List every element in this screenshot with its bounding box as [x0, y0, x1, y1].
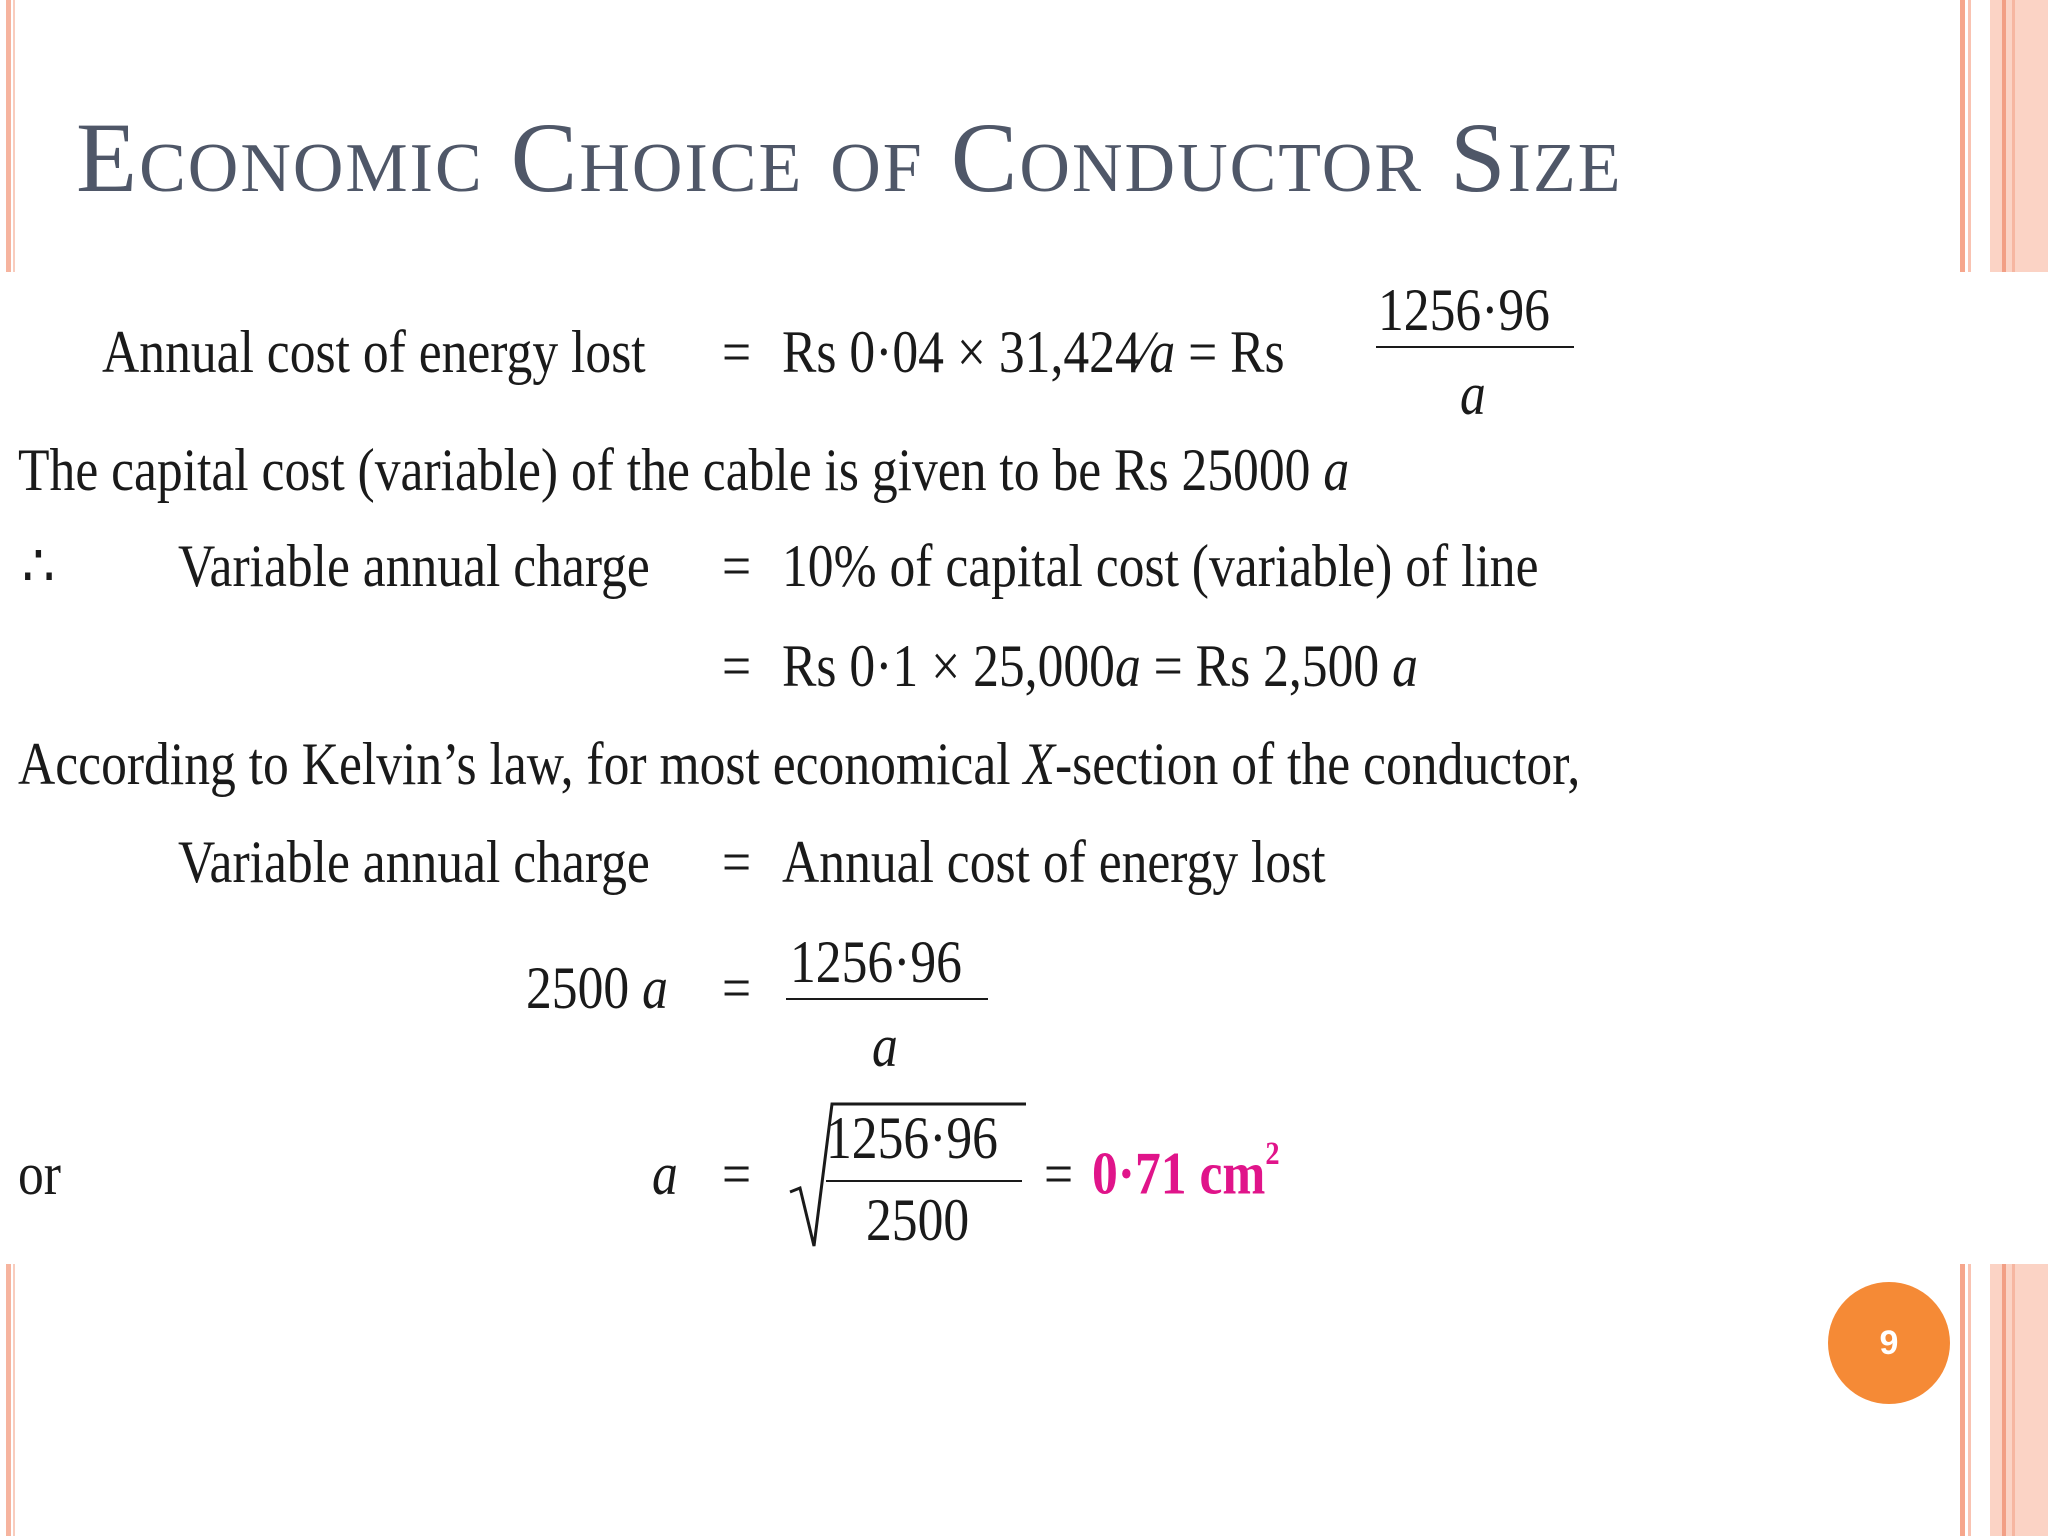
- equals-sign: =: [722, 955, 752, 1021]
- fraction-bar: [1376, 346, 1574, 348]
- result-exponent: 2: [1265, 1136, 1280, 1172]
- variable-a: a: [1392, 633, 1418, 699]
- fraction-bar: [786, 998, 988, 1000]
- eq-line-3: [178, 533, 650, 599]
- numerator-value: 1256·96: [826, 1105, 998, 1171]
- denominator-value: 2500: [866, 1187, 970, 1253]
- sqrt-denominator: [866, 1187, 970, 1253]
- statement-text: -section of the conductor,: [1054, 731, 1581, 797]
- eq-rhs-text: Annual cost of energy lost: [782, 829, 1326, 895]
- eq-line-3-equals: [722, 533, 752, 599]
- eq-label: Variable annual charge: [178, 829, 650, 895]
- eq-line-5: [18, 731, 1581, 797]
- eq-line-6-equals: [722, 829, 752, 895]
- result-text: 0·71 cm: [1092, 1140, 1266, 1207]
- fraction-numerator: [1378, 277, 1550, 343]
- variable-a: a: [642, 955, 668, 1021]
- variable-x: X: [1023, 731, 1055, 797]
- result-value: [1092, 1136, 1280, 1207]
- eq-line-7-equals: [722, 955, 752, 1021]
- numerator-value: 1256·96: [1378, 277, 1550, 343]
- statement-text: The capital cost (variable) of the cable is given to be Rs 25000: [18, 437, 1324, 503]
- eq-line-1: [102, 319, 646, 385]
- page-number-badge: 9: [1828, 1282, 1950, 1404]
- eq-rhs-text: Rs 0·1 × 25,000: [782, 633, 1115, 699]
- fraction-bar: [826, 1180, 1022, 1182]
- lhs-value: 2500: [526, 955, 643, 1021]
- sqrt-numerator: [826, 1105, 998, 1171]
- eq-rhs-text: 10% of capital cost (variable) of line: [782, 533, 1539, 599]
- eq-rhs-text: Rs 0·04 × 31,424: [782, 319, 1141, 385]
- slide-title: Economic Choice of Conductor Size: [76, 102, 1623, 213]
- therefore-symbol: [22, 533, 55, 599]
- fraction-denominator: [872, 1013, 898, 1079]
- eq-line-2: [18, 437, 1350, 503]
- eq-line-8-or: [18, 1141, 61, 1207]
- variable-a: a: [1114, 633, 1141, 699]
- eq-rhs-text: = Rs: [1175, 319, 1285, 385]
- statement-text: According to Kelvin’s law, for most economical: [18, 731, 1024, 797]
- eq-label: Annual cost of energy lost: [102, 319, 646, 385]
- eq-line-6: [178, 829, 650, 895]
- eq-label: Variable annual charge: [178, 533, 650, 599]
- variable-a: a: [652, 1141, 678, 1207]
- equals-sign: =: [722, 319, 752, 385]
- eq-line-3-rhs: [782, 533, 1539, 599]
- fraction-denominator: [1460, 361, 1486, 427]
- variable-a: a: [1460, 361, 1486, 427]
- division-slash: ⁄: [1140, 319, 1150, 385]
- numerator-value: 1256·96: [790, 929, 962, 995]
- equation-panel: [0, 272, 2048, 1264]
- eq-line-8-equals-2: [1044, 1141, 1074, 1207]
- equals-sign: =: [722, 829, 752, 895]
- eq-line-6-rhs: [782, 829, 1326, 895]
- equals-sign: =: [1044, 1141, 1074, 1207]
- eq-line-1-rhs: [782, 319, 1285, 385]
- eq-line-1-equals: [722, 319, 752, 385]
- equals-sign: =: [722, 633, 752, 699]
- eq-line-8-equals: [722, 1141, 752, 1207]
- therefore-sign: ∴: [22, 533, 55, 599]
- variable-a: a: [872, 1013, 898, 1079]
- variable-a: a: [1323, 437, 1350, 503]
- equals-sign: =: [722, 533, 752, 599]
- or-word: or: [18, 1141, 61, 1207]
- eq-rhs-text: = Rs 2,500: [1140, 633, 1393, 699]
- eq-line-7-lhs: [526, 955, 668, 1021]
- eq-line-8-lhs: [652, 1141, 678, 1207]
- variable-a: a: [1149, 319, 1176, 385]
- equals-sign: =: [722, 1141, 752, 1207]
- fraction-numerator: [790, 929, 962, 995]
- eq-line-4-equals: [722, 633, 752, 699]
- eq-line-4-rhs: [782, 633, 1418, 699]
